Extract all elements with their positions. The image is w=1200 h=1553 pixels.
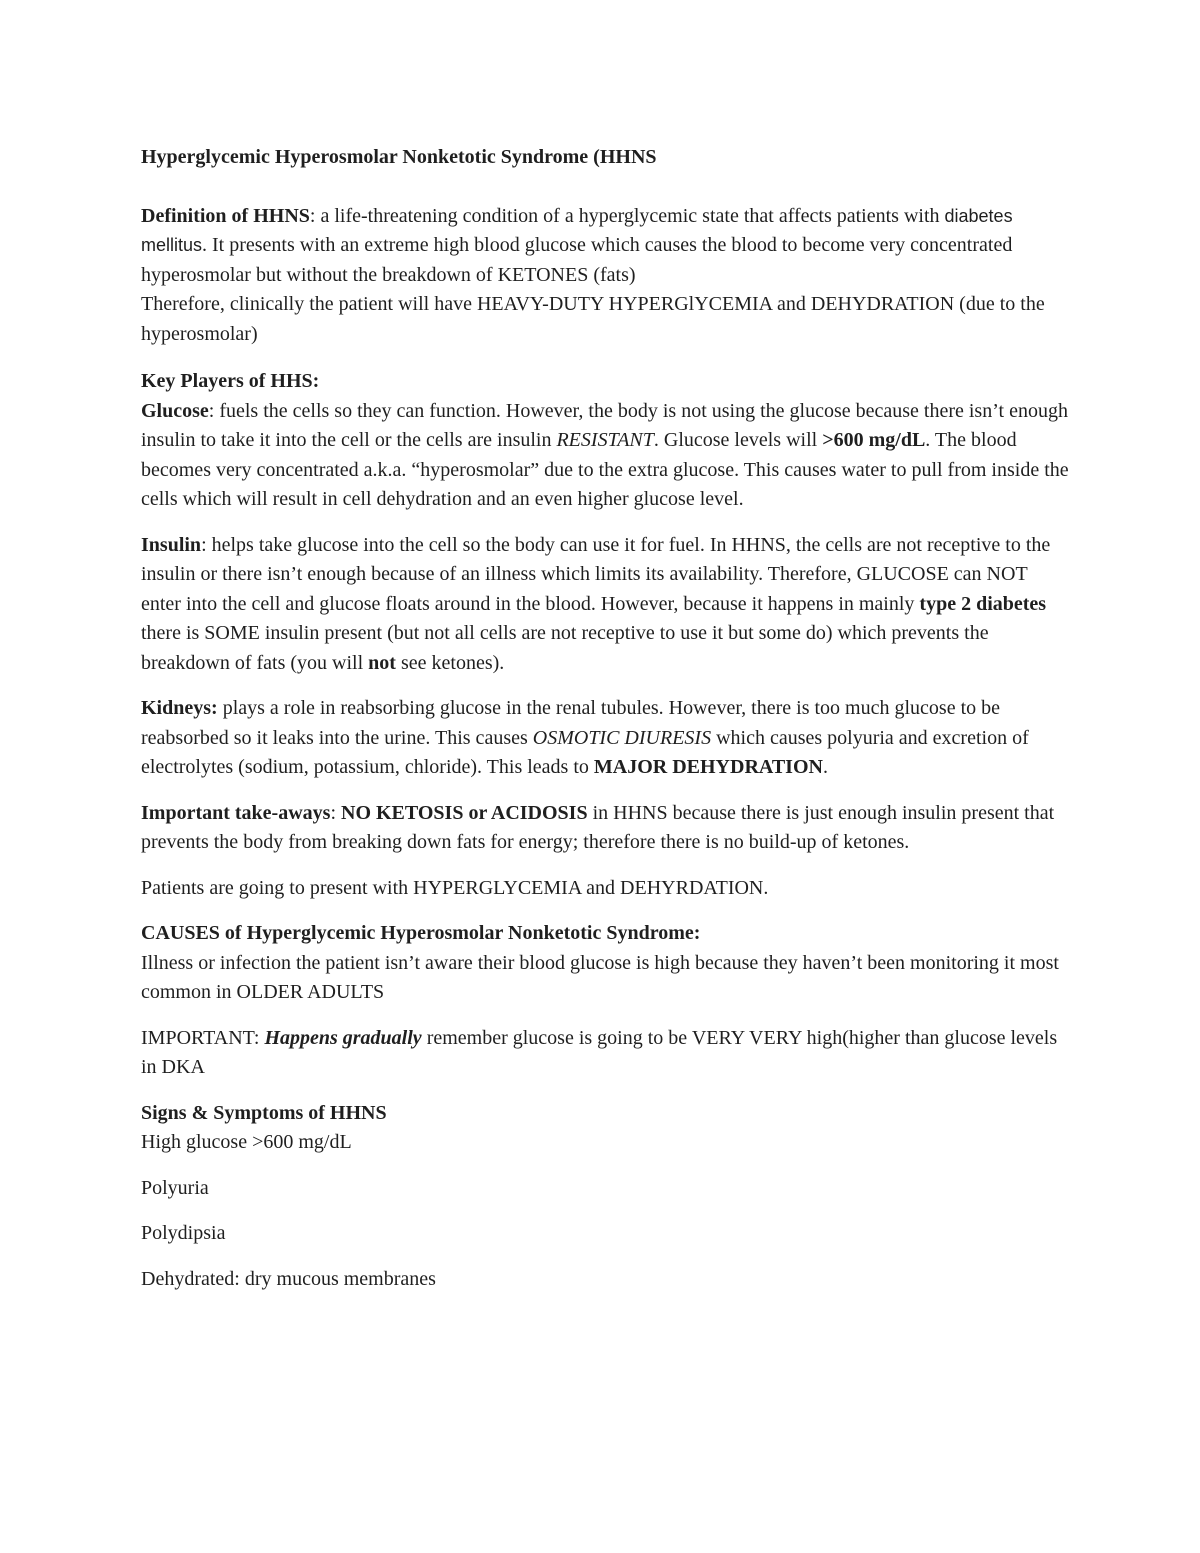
kidneys-text-2: which causes polyuria and excretion of electrolytes (sodium, potassium, chloride). This leads to <box>141 726 1029 778</box>
kidneys-label: Kidneys: <box>141 697 218 719</box>
causes-heading: CAUSES of Hyperglycemic Hyperosmolar Nonketotic Syndrome: <box>141 922 701 944</box>
glucose-text-1: : fuels the cells so they can function. However, the body is not using the glucose because there isn’t enough insulin to take it into the cell or the cells are insulin <box>141 399 1068 451</box>
definition-label: Definition of HHNS <box>141 204 310 227</box>
takeaways-label: Important take-aways <box>141 801 331 824</box>
definition-text-2: . It presents with an extreme high blood glucose which causes the blood to become very concentrated hyperosmolar but without the breakdown of KETONES (fats) <box>141 234 1013 286</box>
insulin-label: Insulin <box>141 533 202 556</box>
insulin-type2: type 2 diabetes <box>919 592 1047 615</box>
signs-item-polydipsia: Polydipsia <box>141 1222 226 1244</box>
kidneys-paragraph <box>141 694 1071 783</box>
takeaways-paragraph <box>141 799 1071 858</box>
signs-item-dehydrated: Dehydrated: dry mucous membranes <box>141 1267 436 1290</box>
insulin-paragraph <box>141 531 1071 679</box>
signs-heading: Signs & Symptoms of HHNS <box>141 1101 387 1124</box>
signs-paragraph <box>141 1099 1071 1158</box>
glucose-label: Glucose <box>141 399 209 422</box>
signs-item-polyuria: Polyuria <box>141 1176 209 1199</box>
document-page <box>141 143 1071 1294</box>
key-players-heading-text: Key Players of HHS: <box>141 370 320 392</box>
document-title: Hyperglycemic Hyperosmolar Nonketotic Syndrome (HHNS <box>141 146 657 168</box>
signs-item: High glucose >600 mg/dL <box>141 1131 352 1153</box>
definition-term: diabetes mellitus <box>141 205 1013 255</box>
glucose-threshold: >600 mg/dL <box>822 429 926 451</box>
glucose-resistant: RESISTANT <box>556 429 654 451</box>
important-gradually: Happens gradually <box>264 1026 422 1049</box>
definition-paragraph <box>141 202 1071 350</box>
kidneys-text-3: . <box>822 756 828 778</box>
insulin-text-3: see ketones). <box>395 651 505 674</box>
takeaways-text-2: in HHNS because there is just enough insulin present that prevents the body from breaking down fats for energy; therefore there is no build-up of ketones. <box>141 801 1055 853</box>
glucose-paragraph <box>141 397 1071 515</box>
causes-paragraph <box>141 919 1071 1008</box>
takeaways-text-1: : <box>330 801 341 824</box>
key-players-heading <box>141 367 1071 397</box>
present-paragraph: Patients are going to present with HYPERGLYCEMIA and DEHYRDATION. <box>141 876 769 899</box>
kidneys-osmotic-diuresis: OSMOTIC DIURESIS <box>532 726 712 749</box>
insulin-text-2: there is SOME insulin present (but not all cells are not receptive to use it but some do) which prevents the breakdown of fats (you will <box>141 622 989 674</box>
insulin-not: not <box>368 651 396 674</box>
definition-text-1: : a life-threatening condition of a hyperglycemic state that affects patients with <box>309 204 945 227</box>
important-text: remember glucose is going to be VERY VERY high(higher than glucose levels in DKA <box>141 1026 1058 1078</box>
important-paragraph <box>141 1024 1071 1083</box>
glucose-text-3: . The blood becomes very concentrated a.k.a. “hyperosmolar” due to the extra glucose. This causes water to pull from inside the cells which will result in cell dehydration and an even higher glucose level. <box>141 429 1069 510</box>
important-label: IMPORTANT: <box>141 1026 265 1049</box>
causes-text: Illness or infection the patient isn’t aware their blood glucose is high because they haven’t been monitoring it most common in OLDER ADULTS <box>141 951 1059 1003</box>
takeaways-no-ketosis: NO KETOSIS or ACIDOSIS <box>341 801 588 824</box>
kidneys-text-1: plays a role in reabsorbing glucose in the renal tubules. However, there is too much glucose to be reabsorbed so it leaks into the urine. This causes <box>141 697 1001 749</box>
kidneys-major-dehydration: MAJOR DEHYDRATION <box>593 756 823 778</box>
glucose-text-2: . Glucose levels will <box>653 429 823 451</box>
insulin-text-1: : helps take glucose into the cell so the body can use it for fuel. In HHNS, the cells are not receptive to the insulin or there isn’t enough because of an illness which limits its availability. Therefore, GLUCOSE can NOT enter into the cell and glucose floats around in the blood. However, because it happens in mainly <box>141 533 1051 615</box>
definition-text-3: Therefore, clinically the patient will have HEAVY-DUTY HYPERGlYCEMIA and DEHYDRATION (due to the hyperosmolar) <box>141 293 1045 345</box>
